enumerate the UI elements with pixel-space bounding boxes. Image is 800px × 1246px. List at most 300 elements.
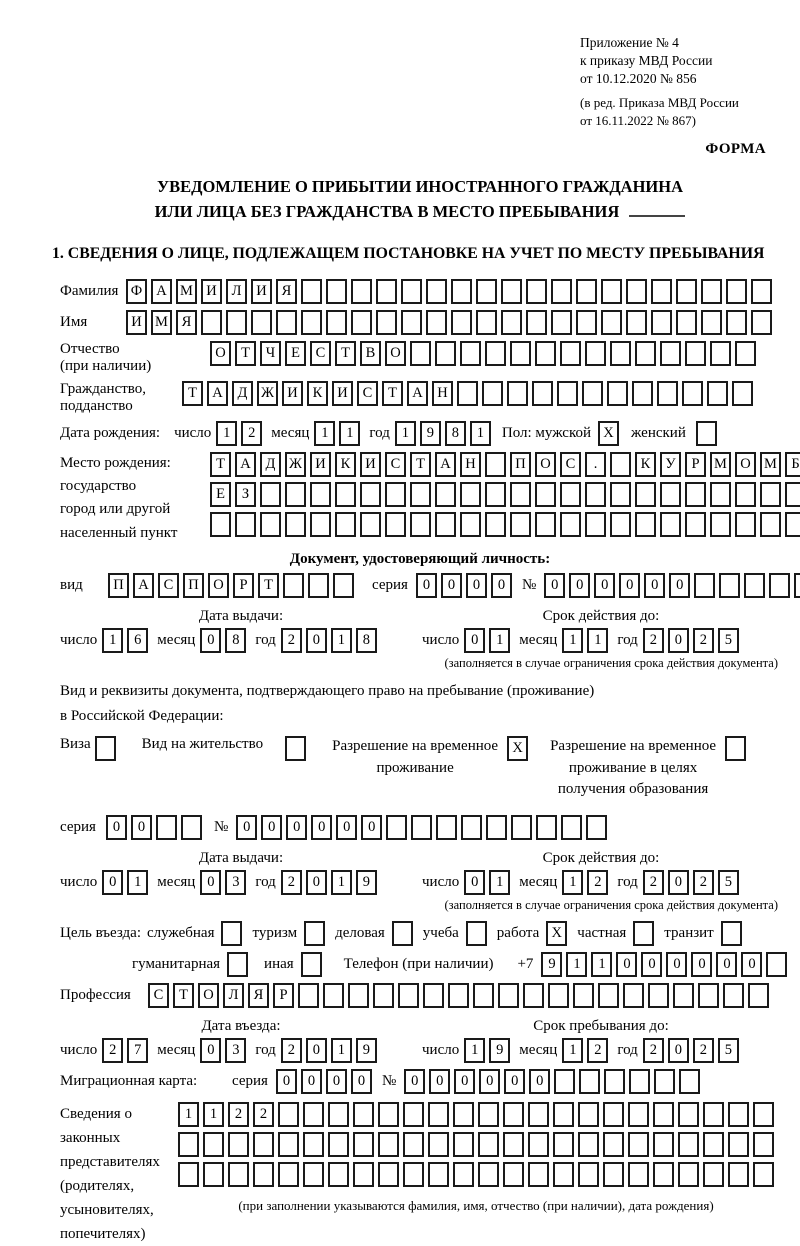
char-cell[interactable] [423, 983, 444, 1008]
char-cell[interactable] [285, 512, 306, 537]
char-cell[interactable]: 8 [356, 628, 377, 653]
char-cell[interactable] [333, 573, 354, 598]
char-cell[interactable] [328, 1132, 349, 1157]
char-cell[interactable]: 0 [261, 815, 282, 840]
char-cell[interactable]: О [198, 983, 219, 1008]
char-cell[interactable]: А [133, 573, 154, 598]
char-cell[interactable] [298, 983, 319, 1008]
char-cell[interactable] [685, 341, 706, 366]
birthplace-cells-row1[interactable] [210, 452, 800, 477]
purpose-business-checkbox[interactable] [392, 921, 413, 946]
char-cell[interactable] [551, 310, 572, 335]
char-cell[interactable] [482, 381, 503, 406]
char-cell[interactable] [635, 482, 656, 507]
char-cell[interactable] [276, 310, 297, 335]
char-cell[interactable]: 0 [454, 1069, 475, 1094]
char-cell[interactable] [610, 512, 631, 537]
char-cell[interactable] [554, 1069, 575, 1094]
char-cell[interactable]: 3 [225, 870, 246, 895]
char-cell[interactable]: 8 [225, 628, 246, 653]
char-cell[interactable] [511, 815, 532, 840]
char-cell[interactable]: И [332, 381, 353, 406]
char-cell[interactable]: М [760, 452, 781, 477]
char-cell[interactable] [726, 279, 747, 304]
char-cell[interactable]: С [385, 452, 406, 477]
char-cell[interactable] [603, 1132, 624, 1157]
char-cell[interactable] [353, 1162, 374, 1187]
char-cell[interactable]: 9 [356, 1038, 377, 1063]
char-cell[interactable]: 0 [479, 1069, 500, 1094]
purpose-transit-checkbox[interactable] [721, 921, 742, 946]
char-cell[interactable]: 7 [127, 1038, 148, 1063]
char-cell[interactable] [253, 1132, 274, 1157]
char-cell[interactable] [323, 983, 344, 1008]
char-cell[interactable]: Д [260, 452, 281, 477]
purpose-study-checkbox[interactable] [466, 921, 487, 946]
char-cell[interactable] [486, 815, 507, 840]
char-cell[interactable] [485, 341, 506, 366]
char-cell[interactable] [326, 279, 347, 304]
char-cell[interactable]: 1 [591, 952, 612, 977]
char-cell[interactable] [378, 1102, 399, 1127]
char-cell[interactable] [228, 1162, 249, 1187]
char-cell[interactable]: П [183, 573, 204, 598]
char-cell[interactable] [735, 341, 756, 366]
char-cell[interactable] [285, 736, 306, 761]
char-cell[interactable] [156, 815, 177, 840]
doc-series-cells[interactable] [416, 573, 512, 598]
char-cell[interactable] [476, 279, 497, 304]
char-cell[interactable] [401, 310, 422, 335]
char-cell[interactable] [428, 1102, 449, 1127]
char-cell[interactable]: 2 [241, 421, 262, 446]
char-cell[interactable] [710, 512, 731, 537]
char-cell[interactable] [585, 341, 606, 366]
char-cell[interactable] [751, 279, 772, 304]
char-cell[interactable] [696, 421, 717, 446]
char-cell[interactable] [178, 1162, 199, 1187]
char-cell[interactable]: 9 [420, 421, 441, 446]
char-cell[interactable] [660, 341, 681, 366]
char-cell[interactable]: 0 [416, 573, 437, 598]
char-cell[interactable]: М [710, 452, 731, 477]
char-cell[interactable] [221, 921, 242, 946]
char-cell[interactable] [560, 512, 581, 537]
char-cell[interactable]: О [385, 341, 406, 366]
char-cell[interactable]: К [307, 381, 328, 406]
char-cell[interactable]: 1 [339, 421, 360, 446]
char-cell[interactable]: 1 [470, 421, 491, 446]
char-cell[interactable] [604, 1069, 625, 1094]
firstname-cells[interactable] [126, 310, 772, 335]
char-cell[interactable] [703, 1102, 724, 1127]
char-cell[interactable] [607, 381, 628, 406]
char-cell[interactable] [226, 310, 247, 335]
birthplace-cells-row3[interactable] [210, 512, 800, 537]
char-cell[interactable] [728, 1102, 749, 1127]
char-cell[interactable]: 0 [464, 870, 485, 895]
char-cell[interactable] [498, 983, 519, 1008]
char-cell[interactable] [310, 482, 331, 507]
char-cell[interactable] [601, 310, 622, 335]
sex-male-checkbox[interactable] [598, 421, 619, 446]
char-cell[interactable] [303, 1132, 324, 1157]
char-cell[interactable] [725, 736, 746, 761]
char-cell[interactable] [326, 310, 347, 335]
char-cell[interactable]: 0 [311, 815, 332, 840]
char-cell[interactable]: Т [410, 452, 431, 477]
char-cell[interactable] [485, 512, 506, 537]
char-cell[interactable] [435, 341, 456, 366]
char-cell[interactable] [360, 512, 381, 537]
char-cell[interactable]: Ф [126, 279, 147, 304]
char-cell[interactable]: 0 [544, 573, 565, 598]
char-cell[interactable] [653, 1162, 674, 1187]
char-cell[interactable] [698, 983, 719, 1008]
char-cell[interactable]: Т [258, 573, 279, 598]
purpose-work-checkbox[interactable] [546, 921, 567, 946]
char-cell[interactable] [728, 1132, 749, 1157]
char-cell[interactable]: О [208, 573, 229, 598]
char-cell[interactable]: 2 [643, 870, 664, 895]
char-cell[interactable]: 1 [331, 870, 352, 895]
char-cell[interactable]: 0 [404, 1069, 425, 1094]
char-cell[interactable] [476, 310, 497, 335]
char-cell[interactable] [411, 815, 432, 840]
char-cell[interactable]: 0 [306, 628, 327, 653]
char-cell[interactable]: 0 [668, 628, 689, 653]
char-cell[interactable] [283, 573, 304, 598]
char-cell[interactable]: 6 [127, 628, 148, 653]
char-cell[interactable] [378, 1162, 399, 1187]
char-cell[interactable]: А [235, 452, 256, 477]
char-cell[interactable]: 2 [281, 1038, 302, 1063]
char-cell[interactable] [453, 1162, 474, 1187]
char-cell[interactable]: 0 [106, 815, 127, 840]
char-cell[interactable] [660, 512, 681, 537]
patronymic-cells[interactable] [210, 341, 756, 366]
char-cell[interactable] [526, 279, 547, 304]
char-cell[interactable]: Л [226, 279, 247, 304]
char-cell[interactable]: К [635, 452, 656, 477]
representatives-cells-row2[interactable] [178, 1132, 774, 1157]
char-cell[interactable] [685, 512, 706, 537]
char-cell[interactable]: Н [432, 381, 453, 406]
char-cell[interactable] [653, 1102, 674, 1127]
char-cell[interactable] [536, 815, 557, 840]
char-cell[interactable] [535, 482, 556, 507]
char-cell[interactable] [586, 815, 607, 840]
char-cell[interactable]: А [407, 381, 428, 406]
char-cell[interactable]: 0 [668, 1038, 689, 1063]
char-cell[interactable] [769, 573, 790, 598]
char-cell[interactable] [523, 983, 544, 1008]
char-cell[interactable] [301, 279, 322, 304]
char-cell[interactable] [579, 1069, 600, 1094]
char-cell[interactable]: 0 [200, 628, 221, 653]
migration-series-cells[interactable] [276, 1069, 372, 1094]
char-cell[interactable] [676, 310, 697, 335]
char-cell[interactable] [751, 310, 772, 335]
char-cell[interactable]: 0 [666, 952, 687, 977]
char-cell[interactable]: 1 [216, 421, 237, 446]
doc-number-cells[interactable] [544, 573, 800, 598]
char-cell[interactable]: 0 [594, 573, 615, 598]
char-cell[interactable]: М [151, 310, 172, 335]
char-cell[interactable] [453, 1132, 474, 1157]
char-cell[interactable]: 0 [306, 870, 327, 895]
char-cell[interactable]: 2 [281, 870, 302, 895]
char-cell[interactable]: С [148, 983, 169, 1008]
char-cell[interactable]: Е [285, 341, 306, 366]
char-cell[interactable] [657, 381, 678, 406]
char-cell[interactable] [461, 815, 482, 840]
char-cell[interactable]: 2 [281, 628, 302, 653]
char-cell[interactable] [635, 512, 656, 537]
char-cell[interactable]: А [207, 381, 228, 406]
char-cell[interactable]: И [126, 310, 147, 335]
purpose-private-checkbox[interactable] [633, 921, 654, 946]
birthplace-cells-row2[interactable] [210, 482, 800, 507]
char-cell[interactable] [623, 983, 644, 1008]
char-cell[interactable] [551, 279, 572, 304]
char-cell[interactable] [251, 310, 272, 335]
char-cell[interactable] [473, 983, 494, 1008]
char-cell[interactable] [753, 1162, 774, 1187]
char-cell[interactable] [766, 952, 787, 977]
char-cell[interactable] [719, 573, 740, 598]
char-cell[interactable]: 0 [200, 1038, 221, 1063]
char-cell[interactable]: И [201, 279, 222, 304]
char-cell[interactable] [703, 1162, 724, 1187]
char-cell[interactable] [360, 482, 381, 507]
char-cell[interactable] [304, 921, 325, 946]
char-cell[interactable] [181, 815, 202, 840]
residence-series-cells[interactable] [106, 815, 202, 840]
char-cell[interactable]: 0 [464, 628, 485, 653]
char-cell[interactable] [451, 310, 472, 335]
char-cell[interactable]: 1 [566, 952, 587, 977]
char-cell[interactable] [228, 1132, 249, 1157]
char-cell[interactable] [753, 1132, 774, 1157]
char-cell[interactable]: П [108, 573, 129, 598]
char-cell[interactable] [682, 381, 703, 406]
char-cell[interactable] [376, 310, 397, 335]
char-cell[interactable] [426, 279, 447, 304]
char-cell[interactable]: 5 [718, 628, 739, 653]
char-cell[interactable]: 0 [301, 1069, 322, 1094]
char-cell[interactable] [678, 1102, 699, 1127]
char-cell[interactable] [535, 512, 556, 537]
phone-cells[interactable] [541, 952, 787, 977]
char-cell[interactable] [451, 279, 472, 304]
char-cell[interactable] [735, 512, 756, 537]
char-cell[interactable]: Я [276, 279, 297, 304]
char-cell[interactable] [426, 310, 447, 335]
char-cell[interactable] [348, 983, 369, 1008]
char-cell[interactable]: С [310, 341, 331, 366]
char-cell[interactable]: 1 [102, 628, 123, 653]
char-cell[interactable] [648, 983, 669, 1008]
char-cell[interactable] [460, 482, 481, 507]
char-cell[interactable] [532, 381, 553, 406]
char-cell[interactable]: О [535, 452, 556, 477]
char-cell[interactable] [435, 482, 456, 507]
char-cell[interactable] [528, 1102, 549, 1127]
char-cell[interactable] [553, 1132, 574, 1157]
purpose-humanitarian-checkbox[interactable] [227, 952, 248, 977]
char-cell[interactable] [585, 512, 606, 537]
char-cell[interactable]: В [360, 341, 381, 366]
char-cell[interactable]: 0 [286, 815, 307, 840]
char-cell[interactable]: 0 [429, 1069, 450, 1094]
representatives-cells-row1[interactable] [178, 1102, 774, 1127]
char-cell[interactable] [501, 310, 522, 335]
char-cell[interactable]: З [235, 482, 256, 507]
char-cell[interactable] [526, 310, 547, 335]
char-cell[interactable] [748, 983, 769, 1008]
char-cell[interactable] [732, 381, 753, 406]
char-cell[interactable] [701, 279, 722, 304]
char-cell[interactable] [95, 736, 116, 761]
doc-kind-cells[interactable] [108, 573, 354, 598]
char-cell[interactable]: 9 [356, 870, 377, 895]
char-cell[interactable] [628, 1132, 649, 1157]
migration-number-cells[interactable] [404, 1069, 700, 1094]
char-cell[interactable] [701, 310, 722, 335]
purpose-official-checkbox[interactable] [221, 921, 242, 946]
char-cell[interactable] [679, 1069, 700, 1094]
char-cell[interactable]: Н [460, 452, 481, 477]
char-cell[interactable] [401, 279, 422, 304]
char-cell[interactable] [353, 1102, 374, 1127]
char-cell[interactable] [561, 815, 582, 840]
char-cell[interactable]: 1 [562, 1038, 583, 1063]
char-cell[interactable] [548, 983, 569, 1008]
char-cell[interactable]: 0 [644, 573, 665, 598]
char-cell[interactable] [685, 482, 706, 507]
char-cell[interactable] [278, 1102, 299, 1127]
char-cell[interactable]: С [158, 573, 179, 598]
char-cell[interactable] [403, 1132, 424, 1157]
char-cell[interactable] [582, 381, 603, 406]
char-cell[interactable] [626, 310, 647, 335]
char-cell[interactable]: 2 [693, 870, 714, 895]
char-cell[interactable]: Ж [285, 452, 306, 477]
char-cell[interactable] [178, 1132, 199, 1157]
char-cell[interactable] [603, 1162, 624, 1187]
char-cell[interactable]: 0 [616, 952, 637, 977]
char-cell[interactable] [560, 482, 581, 507]
char-cell[interactable]: У [660, 452, 681, 477]
char-cell[interactable] [398, 983, 419, 1008]
char-cell[interactable] [535, 341, 556, 366]
char-cell[interactable] [485, 482, 506, 507]
char-cell[interactable] [373, 983, 394, 1008]
char-cell[interactable]: 0 [529, 1069, 550, 1094]
char-cell[interactable] [385, 512, 406, 537]
char-cell[interactable] [651, 310, 672, 335]
char-cell[interactable] [203, 1132, 224, 1157]
char-cell[interactable] [351, 279, 372, 304]
char-cell[interactable]: 1 [331, 1038, 352, 1063]
char-cell[interactable]: 0 [466, 573, 487, 598]
char-cell[interactable] [510, 341, 531, 366]
char-cell[interactable]: Я [248, 983, 269, 1008]
char-cell[interactable] [301, 952, 322, 977]
char-cell[interactable]: 1 [178, 1102, 199, 1127]
char-cell[interactable] [601, 279, 622, 304]
char-cell[interactable]: 5 [718, 1038, 739, 1063]
char-cell[interactable]: 9 [489, 1038, 510, 1063]
char-cell[interactable] [626, 279, 647, 304]
char-cell[interactable] [560, 341, 581, 366]
char-cell[interactable]: Е [210, 482, 231, 507]
char-cell[interactable]: 0 [276, 1069, 297, 1094]
char-cell[interactable]: Ж [257, 381, 278, 406]
char-cell[interactable] [503, 1162, 524, 1187]
char-cell[interactable]: Я [176, 310, 197, 335]
char-cell[interactable] [744, 573, 765, 598]
char-cell[interactable] [335, 482, 356, 507]
char-cell[interactable] [573, 983, 594, 1008]
char-cell[interactable] [410, 512, 431, 537]
char-cell[interactable] [278, 1132, 299, 1157]
char-cell[interactable]: 1 [464, 1038, 485, 1063]
char-cell[interactable]: Б [785, 452, 800, 477]
char-cell[interactable]: Ч [260, 341, 281, 366]
char-cell[interactable] [503, 1102, 524, 1127]
char-cell[interactable]: 0 [504, 1069, 525, 1094]
char-cell[interactable]: 1 [489, 870, 510, 895]
char-cell[interactable]: 0 [236, 815, 257, 840]
char-cell[interactable]: 3 [225, 1038, 246, 1063]
char-cell[interactable] [726, 310, 747, 335]
char-cell[interactable] [303, 1162, 324, 1187]
visa-checkbox[interactable] [95, 736, 116, 761]
char-cell[interactable] [632, 381, 653, 406]
char-cell[interactable]: П [510, 452, 531, 477]
char-cell[interactable]: X [507, 736, 528, 761]
char-cell[interactable]: 1 [489, 628, 510, 653]
char-cell[interactable]: 0 [669, 573, 690, 598]
char-cell[interactable] [651, 279, 672, 304]
char-cell[interactable] [678, 1162, 699, 1187]
char-cell[interactable] [501, 279, 522, 304]
char-cell[interactable] [478, 1102, 499, 1127]
char-cell[interactable] [576, 279, 597, 304]
char-cell[interactable]: 1 [395, 421, 416, 446]
rvp-edu-checkbox[interactable] [725, 736, 746, 761]
char-cell[interactable] [507, 381, 528, 406]
representatives-cells-row3[interactable] [178, 1162, 774, 1187]
char-cell[interactable]: 1 [203, 1102, 224, 1127]
char-cell[interactable] [301, 310, 322, 335]
char-cell[interactable]: 2 [587, 870, 608, 895]
char-cell[interactable]: 0 [491, 573, 512, 598]
char-cell[interactable] [260, 482, 281, 507]
char-cell[interactable] [403, 1162, 424, 1187]
char-cell[interactable]: Т [335, 341, 356, 366]
char-cell[interactable]: И [282, 381, 303, 406]
char-cell[interactable] [628, 1102, 649, 1127]
char-cell[interactable] [578, 1162, 599, 1187]
char-cell[interactable] [335, 512, 356, 537]
char-cell[interactable]: 0 [716, 952, 737, 977]
char-cell[interactable]: Т [173, 983, 194, 1008]
char-cell[interactable] [794, 573, 800, 598]
char-cell[interactable] [557, 381, 578, 406]
